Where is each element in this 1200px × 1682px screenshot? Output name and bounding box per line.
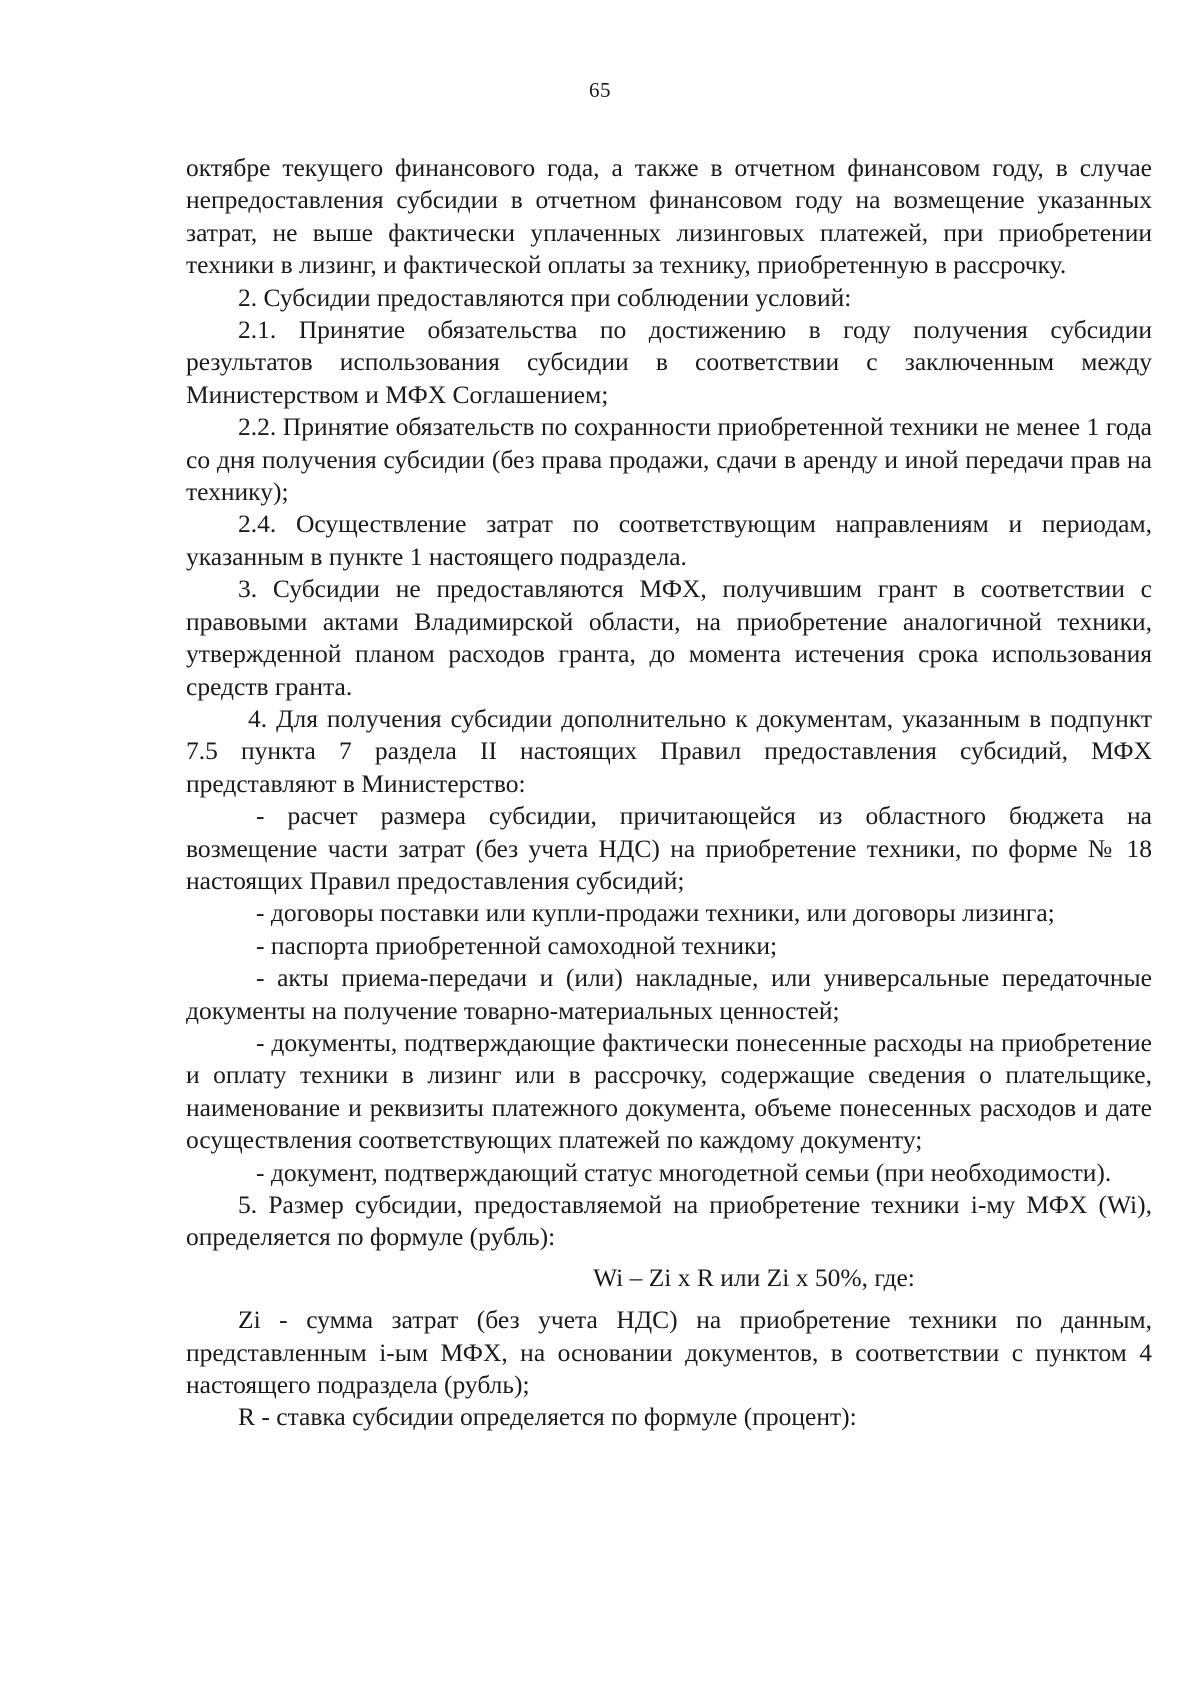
- list-item-family-status: - документ, подтверждающий статус многодетной семьи (при необходимости).: [256, 1157, 1112, 1187]
- list-item-payment-documents: - документы, подтверждающие фактически понесенные расходы на приобретение и оплату техники в лизинг или в рассрочку, содержащие сведения о плательщике, наименование и реквизиты платежного документа, объеме понесенных расходов и дате осуществления соответствующих платежей по каждому документу;: [186, 1027, 1152, 1155]
- list-item-calculation: - расчет размера субсидии, причитающейся из областного бюджета на возмещение части затрат (без учета НДС) на приобретение техники, по форме № 18 настоящих Правил предоставления субсидий;: [186, 801, 1152, 895]
- paragraph-5: 5. Размер субсидии, предоставляемой на приобретение техники i-му МФХ (Wi), определяется по формуле (рубль):: [186, 1190, 1152, 1252]
- paragraph-3: 3. Субсидии не предоставляются МФХ, получившим грант в соответствии с правовыми актами Владимирской области, на приобретение аналогичной техники, утвержденной планом расходов гранта, до момента истечения срока использования средств гранта.: [186, 574, 1152, 701]
- list-item-contracts: - договоры поставки или купли-продажи техники, или договоры лизинга;: [256, 898, 1055, 928]
- paragraph-zi-definition: Zi - сумма затрат (без учета НДС) на приобретение техники по данным, представленным i-ым МФХ, на основании документов, в соответствии с пунктом 4 настоящего подраздела (рубль);: [186, 1305, 1152, 1400]
- paragraph-4: 4. Для получения субсидии дополнительно к документам, указанным в подпункт 7.5 пункта 7 раздела II настоящих Правил предоставления субсидий, МФХ представляют в Министерство:: [186, 703, 1152, 798]
- page-number: 65: [589, 78, 611, 102]
- paragraph-continuation: октябре текущего финансового года, а также в отчетном финансовом году, в случае непредоставления субсидии в отчетном финансовом году на возмещение указанных затрат, не выше фактически уплаченных лизинговых платежей, при приобретении техники в лизинг, и фактической оплаты за технику, приобретенную в рассрочку.: [186, 153, 1152, 280]
- subsidy-formula: Wi – Zi x R или Zi x 50%, где:: [593, 1262, 915, 1292]
- paragraph-2: 2. Субсидии предоставляются при соблюдении условий:: [238, 282, 852, 312]
- paragraph-2-1: 2.1. Принятие обязательства по достижению в году получения субсидии результатов использования субсидии в соответствии с заключенным между Министерством и МФХ Соглашением;: [186, 315, 1152, 409]
- list-item-acts: - акты приема-передачи и (или) накладные, или универсальные передаточные документы на получение товарно-материальных ценностей;: [186, 963, 1152, 1025]
- paragraph-r-definition: R - ставка субсидии определяется по формуле (процент):: [238, 1402, 857, 1432]
- paragraph-2-4: 2.4. Осуществление затрат по соответствующим направлениям и периодам, указанным в пункте 1 настоящего подраздела.: [186, 509, 1152, 571]
- list-item-passports: - паспорта приобретенной самоходной техники;: [256, 930, 778, 960]
- paragraph-2-2: 2.2. Принятие обязательств по сохранности приобретенной техники не менее 1 года со дня получения субсидии (без права продажи, сдачи в аренду и иной передачи прав на технику);: [186, 412, 1152, 507]
- document-body: [186, 152, 1152, 1434]
